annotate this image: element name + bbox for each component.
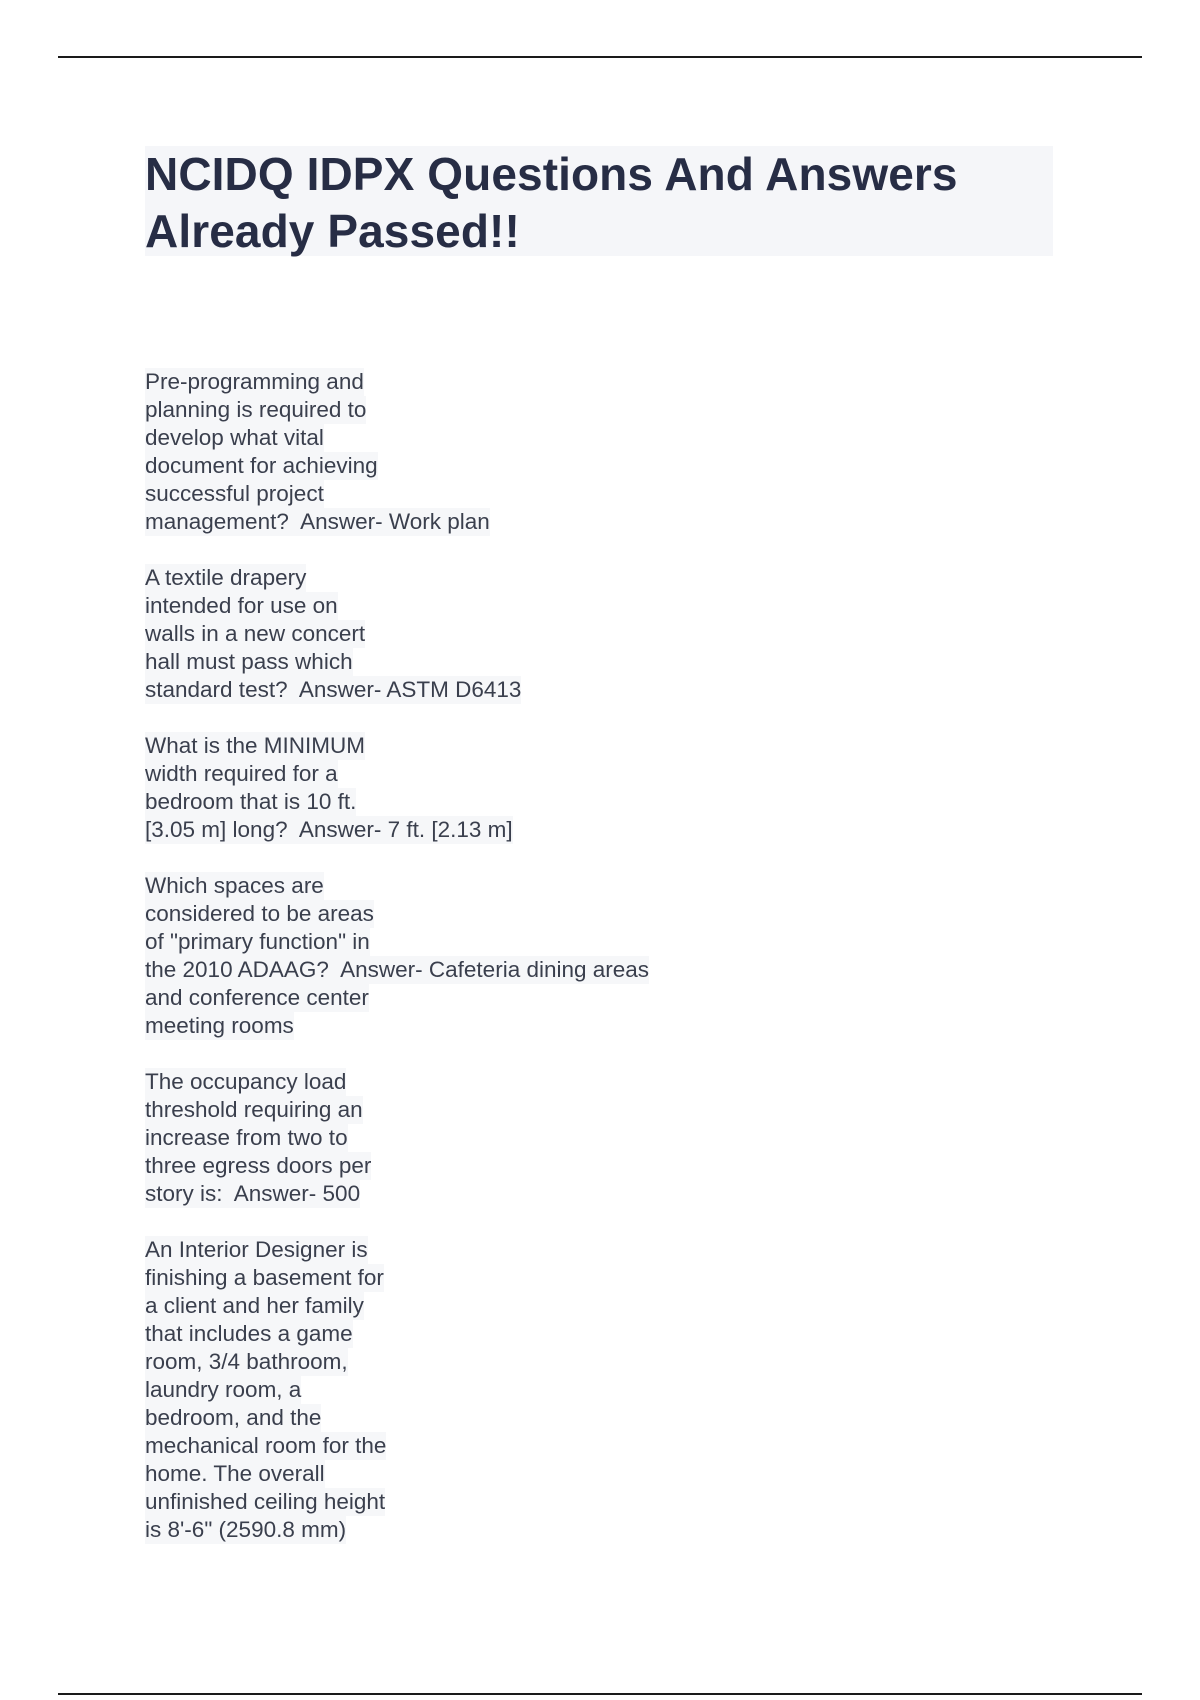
qa-line: that includes a game	[145, 1321, 353, 1346]
qa-line: [3.05 m] long? Answer- 7 ft. [2.13 m]	[145, 817, 513, 842]
qa-line: bedroom, and the	[145, 1405, 322, 1430]
qa-line: and conference center	[145, 985, 369, 1010]
qa-list	[145, 368, 1045, 1572]
qa-line: Which spaces are	[145, 873, 324, 898]
qa-line: walls in a new concert	[145, 621, 366, 646]
title-block	[145, 146, 1053, 256]
qa-line: width required for a	[145, 761, 338, 786]
qa-line: home. The overall	[145, 1461, 325, 1486]
qa-line: finishing a basement for	[145, 1265, 384, 1290]
qa-line: increase from two to	[145, 1125, 348, 1150]
header-rule	[58, 56, 1142, 58]
qa-line: The occupancy load	[145, 1069, 347, 1094]
qa-item-3	[145, 732, 1045, 844]
qa-line: develop what vital	[145, 425, 324, 450]
qa-line: story is: Answer- 500	[145, 1181, 361, 1206]
qa-line: laundry room, a	[145, 1377, 302, 1402]
qa-line: of "primary function" in	[145, 929, 370, 954]
qa-line: threshold requiring an	[145, 1097, 363, 1122]
qa-line: is 8'-6" (2590.8 mm)	[145, 1517, 347, 1542]
qa-line: planning is required to	[145, 397, 367, 422]
qa-item-1	[145, 368, 1045, 536]
qa-line: three egress doors per	[145, 1153, 372, 1178]
qa-line: unfinished ceiling height	[145, 1489, 386, 1514]
title-line-2: Already Passed!!	[145, 205, 520, 257]
qa-line: management? Answer- Work plan	[145, 509, 490, 534]
footer-rule	[58, 1693, 1142, 1695]
qa-line: successful project	[145, 481, 324, 506]
qa-line: mechanical room for the	[145, 1433, 387, 1458]
qa-line: a client and her family	[145, 1293, 364, 1318]
qa-line: considered to be areas	[145, 901, 374, 926]
qa-item-2	[145, 564, 1045, 704]
qa-item-4	[145, 872, 1045, 1040]
qa-line: intended for use on	[145, 593, 338, 618]
qa-line: the 2010 ADAAG? Answer- Cafeteria dining areas	[145, 957, 650, 982]
qa-item-6	[145, 1236, 1045, 1544]
qa-line: What is the MINIMUM	[145, 733, 366, 758]
document-title	[145, 146, 1053, 260]
qa-line: standard test? Answer- ASTM D6413	[145, 677, 522, 702]
title-line-1: NCIDQ IDPX Questions And Answers	[145, 148, 958, 200]
qa-line: An Interior Designer is	[145, 1237, 368, 1262]
qa-line: room, 3/4 bathroom,	[145, 1349, 348, 1374]
qa-line: Pre-programming and	[145, 369, 364, 394]
qa-line: meeting rooms	[145, 1013, 294, 1038]
qa-line: bedroom that is 10 ft.	[145, 789, 357, 814]
qa-line: hall must pass which	[145, 649, 353, 674]
qa-item-5	[145, 1068, 1045, 1208]
qa-line: A textile drapery	[145, 565, 307, 590]
qa-line: document for achieving	[145, 453, 378, 478]
